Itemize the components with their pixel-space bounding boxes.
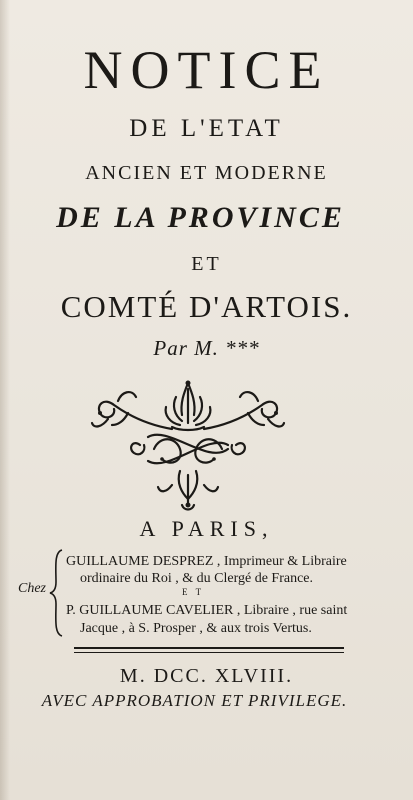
title-de-la-province: DE LA PROVINCE <box>56 201 345 234</box>
double-rule-thin <box>74 652 344 653</box>
title-ancien-moderne: ANCIEN ET MODERNE <box>85 162 328 184</box>
imprint-chez: Chez <box>18 581 46 596</box>
publisher-cavelier-line2: Jacque , à S. Prosper , & aux trois Vertus. <box>80 621 312 636</box>
fleuron-ornament-icon <box>88 375 288 515</box>
title-de-letat: DE L'ETAT <box>129 115 284 142</box>
double-rule-thick <box>74 647 344 649</box>
publisher-desprez-line1: GUILLAUME DESPREZ , Imprimeur & Libraire <box>66 554 347 569</box>
imprint-privilege: AVEC APPROBATION ET PRIVILEGE. <box>41 691 348 710</box>
curly-brace-icon <box>48 548 64 638</box>
title-notice: NOTICE <box>83 40 330 100</box>
author-line: Par M. *** <box>153 336 260 360</box>
publisher-conjunction: E T <box>182 587 205 597</box>
imprint-date: M. DCC. XLVIII. <box>119 665 294 687</box>
title-et: ET <box>191 253 222 275</box>
publisher-desprez-line2: ordinaire du Roi , & du Clergé de France. <box>80 571 314 586</box>
title-comte-dartois: COMTÉ D'ARTOIS. <box>60 289 353 324</box>
imprint-city: A PARIS, <box>139 516 274 541</box>
publisher-cavelier-line1: P. GUILLAUME CAVELIER , Libraire , rue saint <box>66 603 348 618</box>
